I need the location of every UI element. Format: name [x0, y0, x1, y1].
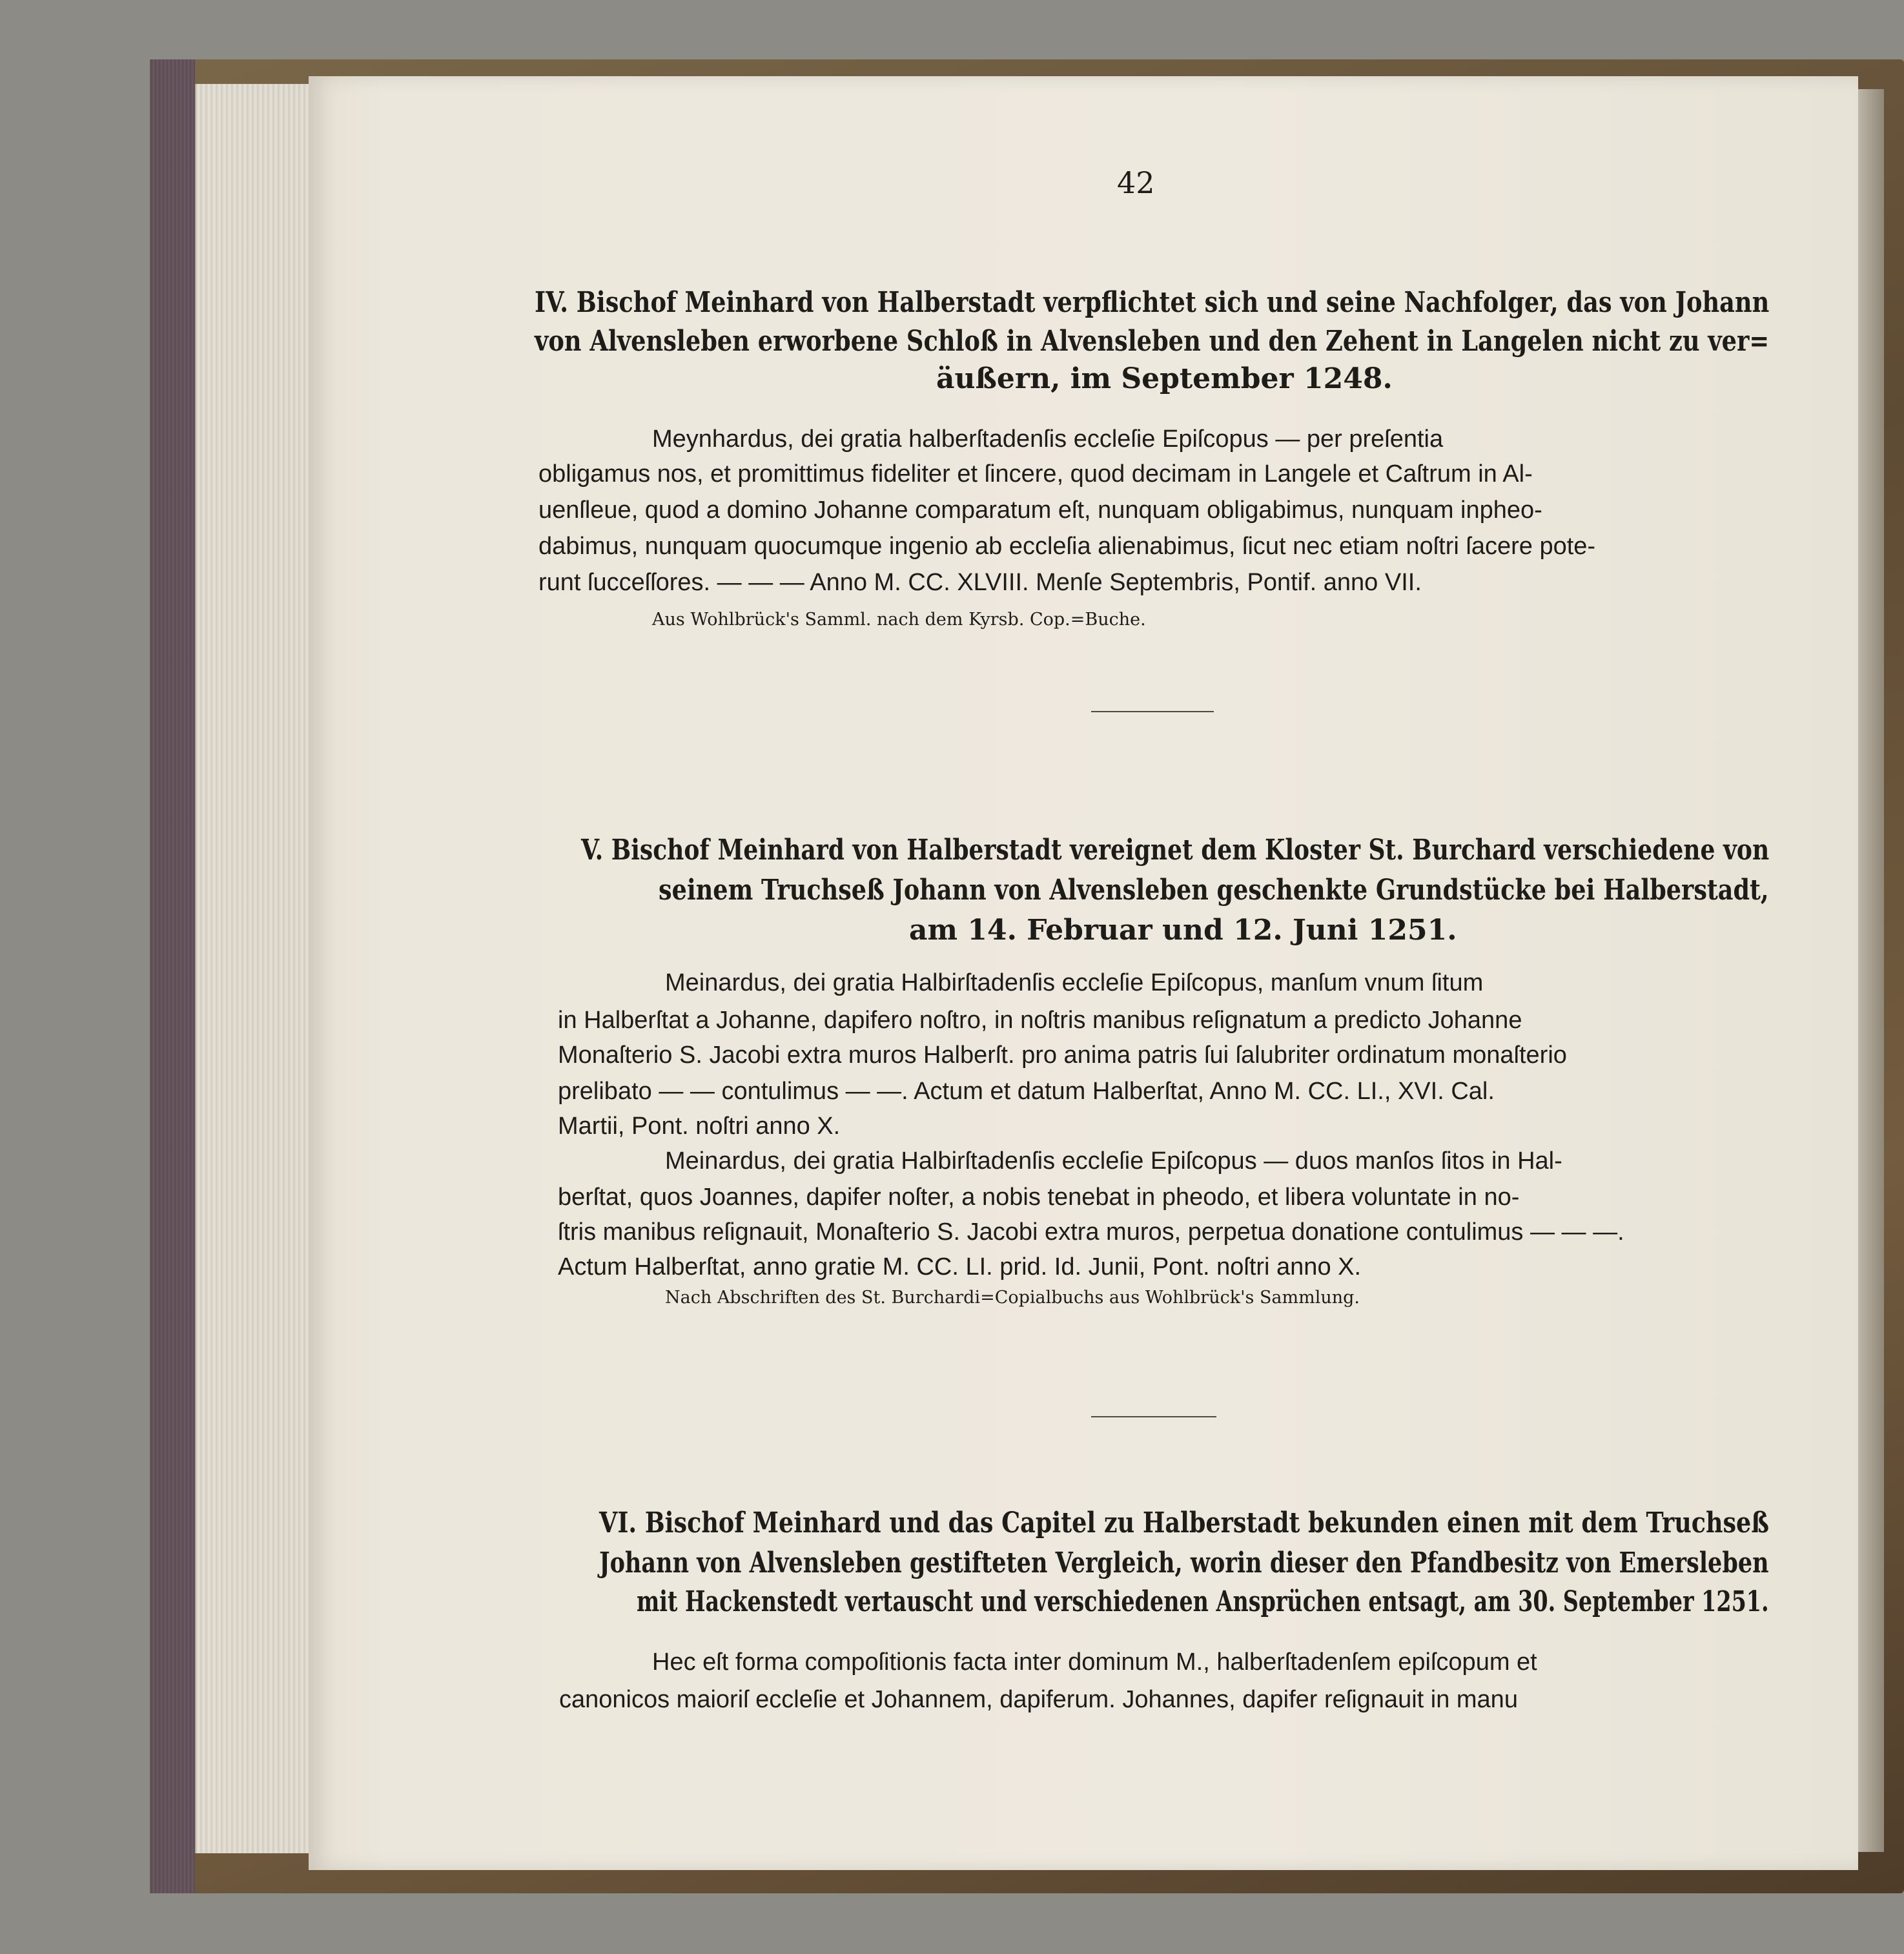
- section-iv-body-line-2: obligamus nos, et promittimus fideliter et ſincere, quod decimam in Langele et Caſtrum in Al-: [538, 460, 1533, 488]
- page-stack-edge: [195, 84, 312, 1853]
- section-iv-heading-line-2: von Alvensleben erworbene Schloß in Alvensleben und den Zehent in Langelen nicht zu ver=: [535, 325, 1770, 358]
- right-page-edge: [1858, 89, 1884, 1852]
- section-vi-heading-line-3: mit Hackenstedt vertauscht und verschiedenen Ansprüchen entsagt, am 30. September 1251.: [637, 1585, 1769, 1618]
- book-spine: [150, 59, 195, 1893]
- section-iv-source-note: Aus Wohlbrück's Samml. nach dem Kyrsb. Cop.=Buche.: [652, 610, 1146, 630]
- section-iv-body-line-3: uenſleue, quod a domino Johanne comparatum eſt, nunquam obligabimus, nunquam inpheo-: [538, 497, 1542, 524]
- section-iv-body-line-4: dabimus, nunquam quocumque ingenio ab eccleſia alienabimus, ſicut nec etiam noſtri ſacere pote-: [538, 533, 1596, 560]
- section-v-body-line-2: in Halberſtat a Johanne, dapifero noſtro, in noſtris manibus reſignatum a predicto Johanne: [558, 1007, 1522, 1034]
- section-v-body-line-8: ſtris manibus reſignauit, Monaſterio S. Jacobi extra muros, perpetua donatione contulimus — — —.: [558, 1219, 1624, 1246]
- section-v-heading-line-3: am 14. Februar und 12. Juni 1251.: [909, 914, 1457, 947]
- section-vi-body-line-2: canonicos maioriſ eccleſie et Johannem, dapiferum. Johannes, dapifer reſignauit in manu: [559, 1686, 1518, 1713]
- section-v-body-line-1: Meinardus, dei gratia Halbirſtadenſis eccleſie Epiſcopus, manſum vnum ſitum: [665, 969, 1484, 996]
- section-iv-heading-line-3: äußern, im September 1248.: [936, 362, 1393, 395]
- section-iv-body-line-5: runt ſucceſſores. — — — Anno M. CC. XLVIII. Menſe Septembris, Pontif. anno VII.: [538, 569, 1422, 596]
- section-iv-heading-line-1: IV. Bischof Meinhard von Halberstadt verpflichtet sich und seine Nachfolger, das von Johann: [535, 286, 1770, 319]
- section-iv-body-line-1: Meynhardus, dei gratia halberſtadenſis eccleſie Epiſcopus — per preſentia: [652, 426, 1444, 453]
- section-vi-heading-line-2: Johann von Alvensleben gestifteten Vergleich, worin dieser den Pfandbesitz von Emersleben: [599, 1547, 1769, 1579]
- section-vi-body-line-1: Hec eſt forma compoſitionis facta inter dominum M., halberſtadenſem epiſcopum et: [652, 1649, 1537, 1676]
- page-number: 42: [1117, 165, 1155, 200]
- section-v-body-line-5: Martii, Pont. noſtri anno X.: [558, 1113, 841, 1140]
- section-v-body-line-9: Actum Halberſtat, anno gratie M. CC. LI. prid. Id. Junii, Pont. noſtri anno X.: [558, 1253, 1362, 1280]
- section-v-heading-line-2: seinem Truchseß Johann von Alvensleben geschenkte Grundstücke bei Halberstadt,: [659, 874, 1769, 907]
- section-divider-2: [1091, 1416, 1216, 1417]
- section-v-body-line-4: prelibato — — contulimus — —. Actum et datum Halberſtat, Anno M. CC. LI., XVI. Cal.: [558, 1078, 1495, 1105]
- section-vi-heading-line-1: VI. Bischof Meinhard und das Capitel zu Halberstadt bekunden einen mit dem Truchseß: [599, 1507, 1770, 1539]
- section-divider-1: [1091, 711, 1214, 712]
- section-v-body-line-3: Monaſterio S. Jacobi extra muros Halberſt. pro anima patris ſui ſalubriter ordinatum monaſterio: [558, 1042, 1567, 1069]
- section-v-body-line-6: Meinardus, dei gratia Halbirſtadenſis eccleſie Epiſcopus — duos manſos ſitos in Hal-: [665, 1147, 1562, 1175]
- section-v-body-line-7: berſtat, quos Joannes, dapifer noſter, a nobis tenebat in pheodo, et libera voluntate in no-: [558, 1184, 1520, 1211]
- section-v-source-note: Nach Abschriften des St. Burchardi=Copialbuchs aus Wohlbrück's Sammlung.: [665, 1288, 1360, 1308]
- section-v-heading-line-1: V. Bischof Meinhard von Halberstadt vereignet dem Kloster St. Burchard verschiedene von: [581, 834, 1770, 867]
